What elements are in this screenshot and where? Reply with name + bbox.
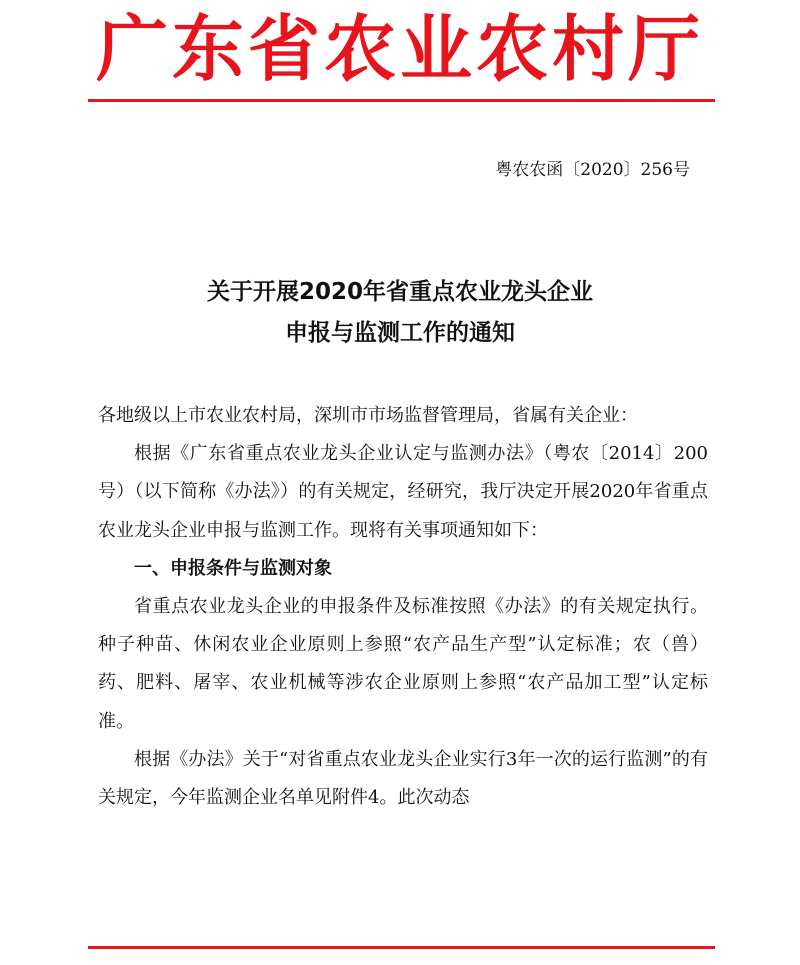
paragraph-intro: 根据《广东省重点农业龙头企业认定与监测办法》（粤农〔2014〕200号）（以下简称《办法》）的有关规定，经研究，我厅决定开展2020年省重点农业龙头企业申报与监测工作。现将有关事项通知如下： [98,443,708,541]
masthead-org-name: 广东省农业农村厅 [95,6,704,91]
header-red-rule [88,99,715,102]
paragraph-criteria: 省重点农业龙头企业的申报条件及标准按照《办法》的有关规定执行。种子种苗、休闲农业企业原则上参照“农产品生产型”认定标准；农（兽）药、肥料、屠宰、农业机械等涉农企业原则上参照“农产品加工型”认定标准。 [98,596,708,732]
addressee: 各地级以上市农业农村局，深圳市市场监督管理局，省属有关企业： [98,405,638,426]
body-text [98,397,708,817]
section-heading-1: 一、申报条件与监测对象 [134,557,332,579]
document-number: 粤农农函〔2020〕256号 [495,160,690,180]
footer-red-rule [88,946,715,949]
title-line-2: 申报与监测工作的通知 [285,320,515,346]
title-line-1: 关于开展2020年省重点农业龙头企业 [206,279,593,305]
paragraph-monitoring: 根据《办法》关于“对省重点农业龙头企业实行3年一次的运行监测”的有关规定，今年监测企业名单见附件4。此次动态 [98,748,708,809]
